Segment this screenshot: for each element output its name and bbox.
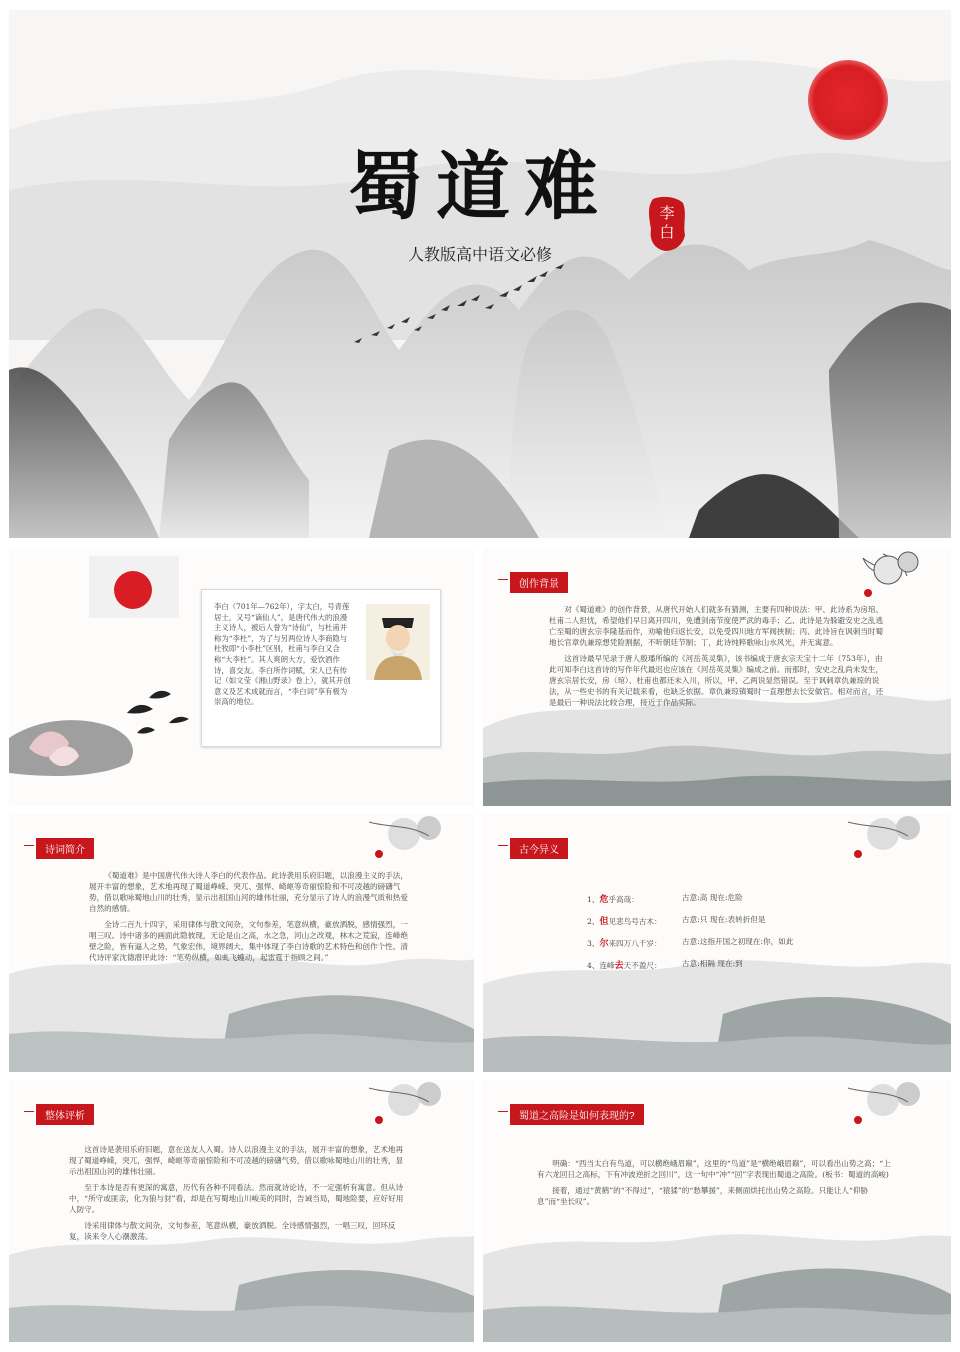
word-pre: 连峰 <box>599 961 615 970</box>
word-row <box>587 958 743 971</box>
review-slide <box>9 1080 474 1342</box>
intro-text <box>89 870 409 968</box>
word-row <box>587 914 766 927</box>
word-key: 去 <box>614 961 624 971</box>
word-num: 3、 <box>587 939 600 948</box>
ink-mountains-illustration <box>9 10 951 538</box>
review-paragraph: 这首诗是袭用乐府旧题，意在送友人入蜀。诗人以浪漫主义的手法，展开丰富的想象，艺术地再现了蜀道峥嵘，突兀，强悍，崎岖等奇丽惊险和不可凌越的磅礴气势，借以歌咏蜀地山川的壮秀，显示出祖国山河的雄伟壮丽。 <box>69 1145 404 1176</box>
word-key: 但 <box>599 917 609 927</box>
height-text <box>537 1158 893 1212</box>
bio-text: 李白（701年—762年），字太白，号青莲居士，又号“谪仙人”。是唐代伟大的浪漫主义诗人，被后人誉为“诗仙”，与杜甫并称为“李杜”，为了与另两位诗人李商隐与杜牧即“小李杜”区别，杜甫与李白又合称“大李杜”。其人爽朗大方，爱饮酒作诗，喜交友。李白所作词赋，宋人已有传记（如文莹《湘山野录》卷上），就其开创意义及艺术成就而言，“李白词”享有极为崇高的地位。 <box>214 602 351 707</box>
height-paragraph: 明确：“西当太白有鸟道，可以横绝峨眉巅”，这里的“鸟道”是“横绝峨眉巅”，可以看出山势之高；“上有六龙回日之高标，下有冲波逆折之回川”，这一句中“冲”“回”字表现出蜀道之高险。(板书：蜀道的高峻) <box>537 1159 891 1179</box>
word-num: 4、 <box>587 961 600 970</box>
word-num: 1、 <box>587 895 600 904</box>
section-tag-review: 整体评析 <box>36 1104 94 1125</box>
section-tag-background: 创作背景 <box>510 572 568 593</box>
words-slide <box>483 814 951 1072</box>
word-explanation: 古意:这指开国之初现在:你，如此 <box>682 937 794 946</box>
review-paragraph: 诗采用律体与散文间杂，文句参差，笔意纵横，豪放洒脱。全诗感情强烈，一唱三叹，回环反复，读来令人心潮激荡。 <box>69 1221 396 1241</box>
section-tag-height: 蜀道之高险是如何表现的? <box>510 1104 644 1125</box>
word-explanation: 古意:只 现在:表转折但是 <box>682 915 766 924</box>
word-key: 危 <box>599 895 609 905</box>
li-bai-portrait-icon <box>366 604 430 680</box>
word-rest: 见悲鸟号古木： <box>608 917 662 926</box>
height-slide <box>483 1080 951 1342</box>
word-rest: 乎高哉： <box>608 895 639 904</box>
word-explanation: 古意:相隔 现在:到 <box>682 959 743 968</box>
section-tag-intro: 诗词简介 <box>36 838 94 859</box>
review-text <box>69 1144 409 1247</box>
intro-slide <box>9 814 474 1072</box>
word-num: 2、 <box>587 917 600 926</box>
word-key: 尔 <box>599 939 609 949</box>
review-paragraph: 至于本诗是否有更深的寓意，历代有各种不同看法。然而就诗论诗，不一定强析有寓意。但从诗中，“所守或匪亲，化为狼与豺”看，却是在写蜀地山川峻美的同时，告诫当局，蜀地险要，应好好用人防守。 <box>69 1183 404 1214</box>
word-rest: 来四万八千岁： <box>608 939 662 948</box>
background-paragraph: 对《蜀道难》的创作背景，从唐代开始人们就多有猜测，主要有四种说法：甲、此诗系为房琯、杜甫二人担忧，希望他们早日离开四川，免遭剑南节度使严武的毒手；乙、此诗是为躲避安史之乱逃亡至蜀的唐玄宗李隆基而作，劝喻他归返长安，以免受四川地方军阀挟制；丙、此诗旨在讽刺当时蜀地长官章仇兼琼想凭险割据，不听朝廷节制；丁，此诗纯粹歌咏山水风光，并无寓意。 <box>549 605 884 647</box>
background-text <box>549 604 887 713</box>
cover-slide <box>9 10 951 538</box>
word-row <box>587 892 743 905</box>
word-rest: 天不盈尺： <box>623 961 662 970</box>
cover-title: 蜀道难 <box>348 144 612 230</box>
background-slide <box>483 548 951 806</box>
section-tag-words: 古今异义 <box>510 838 568 859</box>
word-row <box>587 936 794 949</box>
author-seal-text: 李白 <box>659 204 675 241</box>
bio-card <box>201 589 441 747</box>
bio-slide <box>9 548 474 806</box>
cover-subtitle: 人教版高中语文必修 <box>407 245 552 264</box>
background-paragraph: 这首诗最早见录于唐人殷璠所编的《河岳英灵集》，该书编成于唐玄宗天宝十二年（753年），由此可知李白这首诗的写作年代最迟也应该在《河岳英灵集》编成之前。而那时，安史之乱尚未发生，唐玄宗居长安，房（琯）、杜甫也都还未入川，所以，甲、乙两说显然错误。至于讽刺章仇兼琼的说法，从一些史书的有关记载来看，也缺乏依据。章仇兼琼镇蜀时一直理想去长安做官。相对而言，还是最后一种说法比较合理，接近于作品实际。 <box>549 654 884 707</box>
height-paragraph: 接着，通过“黄鹤”的“不得过”，“猿猱”的“愁攀援”，来侧面烘托出山势之高险。只能让人“仰胁息”而“坐长叹”。 <box>537 1186 869 1206</box>
word-explanation: 古意:高 现在:危险 <box>682 893 743 902</box>
intro-paragraph: 《蜀道难》是中国唐代伟大诗人李白的代表作品。此诗袭用乐府旧题，以浪漫主义的手法，展开丰富的想象，艺术地再现了蜀道峥嵘、突兀、强悍、崎岖等奇丽惊险和不可凌越的磅礴气势，借以歌咏蜀地山川的壮秀，显示出祖国山河的雄伟壮丽，充分显示了诗人的浪漫气质和热爱自然的感情。 <box>89 871 408 913</box>
intro-paragraph: 全诗二百九十四字，采用律体与散文间杂，文句参差，笔意纵横，豪放洒脱，感情强烈，一唱三叹。诗中诸多的画面此隐彼现，无论是山之高，水之急，河山之改观，林木之荒寂，连峰绝壁之险，皆有逼人之势，气象宏伟，境界阔大，集中体现了李白诗歌的艺术特色和创作个性。清代诗评家沈德潜评此诗：“笔势纵横，如虬飞蠖动，起雷霆于指顾之间。” <box>89 920 408 962</box>
